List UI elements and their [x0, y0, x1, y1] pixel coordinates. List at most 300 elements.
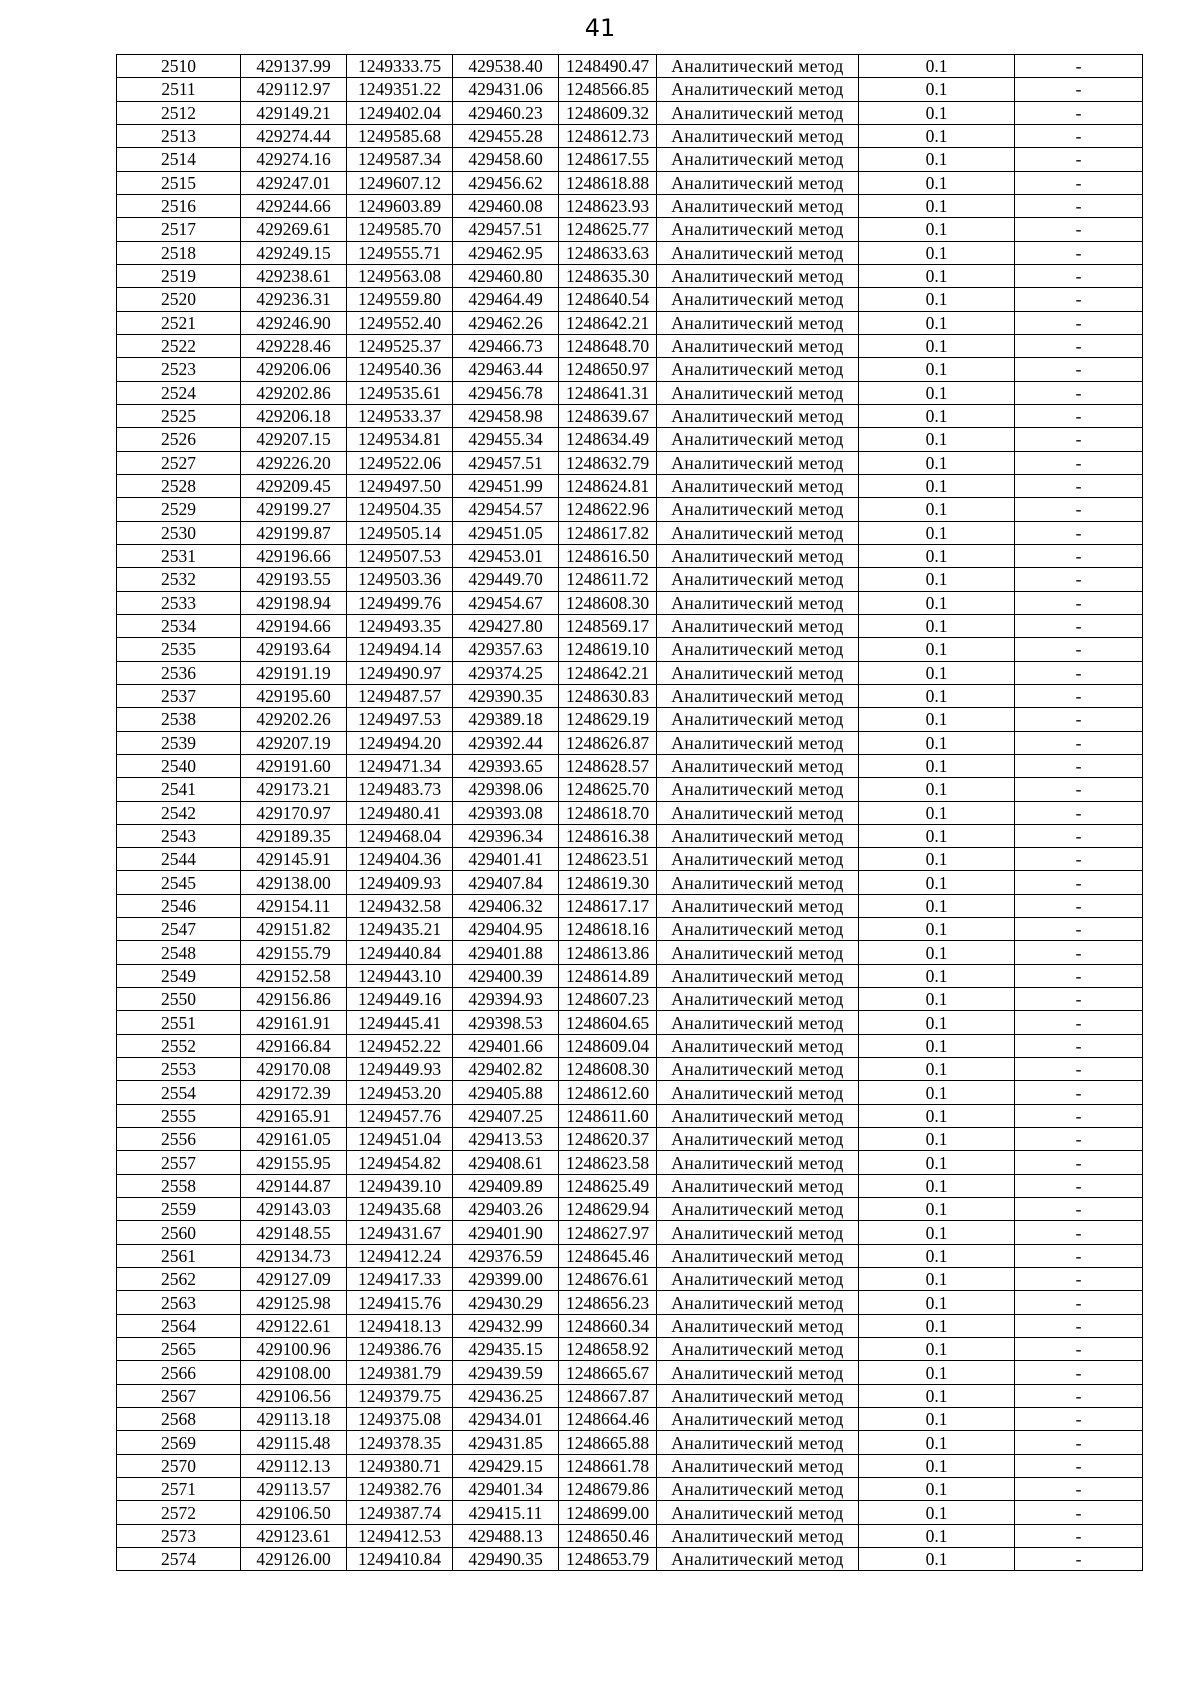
y1-cell: 1249380.71: [347, 1454, 453, 1477]
method-cell: Аналитический метод: [657, 941, 859, 964]
x1-cell: 429144.87: [241, 1174, 347, 1197]
accuracy-cell: 0.1: [859, 171, 1015, 194]
y2-cell: 1248607.23: [559, 988, 657, 1011]
accuracy-cell: 0.1: [859, 451, 1015, 474]
point-number-cell: 2571: [117, 1478, 241, 1501]
x2-cell: 429374.25: [453, 661, 559, 684]
y2-cell: 1248622.96: [559, 498, 657, 521]
x1-cell: 429156.86: [241, 988, 347, 1011]
method-cell: Аналитический метод: [657, 848, 859, 871]
table-row: [117, 1431, 1143, 1454]
x1-cell: 429112.97: [241, 78, 347, 101]
method-cell: Аналитический метод: [657, 684, 859, 707]
y1-cell: 1249483.73: [347, 778, 453, 801]
y1-cell: 1249540.36: [347, 358, 453, 381]
x1-cell: 429228.46: [241, 334, 347, 357]
point-number-cell: 2517: [117, 218, 241, 241]
note-cell: -: [1015, 918, 1143, 941]
y1-cell: 1249412.53: [347, 1524, 453, 1547]
accuracy-cell: 0.1: [859, 778, 1015, 801]
y2-cell: 1248620.37: [559, 1128, 657, 1151]
x2-cell: 429413.53: [453, 1128, 559, 1151]
table-row: [117, 1081, 1143, 1104]
table-row: [117, 1478, 1143, 1501]
x2-cell: 429390.35: [453, 684, 559, 707]
point-number-cell: 2540: [117, 754, 241, 777]
y1-cell: 1249431.67: [347, 1221, 453, 1244]
x2-cell: 429357.63: [453, 638, 559, 661]
x2-cell: 429439.59: [453, 1361, 559, 1384]
note-cell: -: [1015, 334, 1143, 357]
y2-cell: 1248630.83: [559, 684, 657, 707]
y1-cell: 1249453.20: [347, 1081, 453, 1104]
x1-cell: 429112.13: [241, 1454, 347, 1477]
table-row: [117, 778, 1143, 801]
accuracy-cell: 0.1: [859, 848, 1015, 871]
x2-cell: 429398.53: [453, 1011, 559, 1034]
y1-cell: 1249378.35: [347, 1431, 453, 1454]
note-cell: -: [1015, 124, 1143, 147]
method-cell: Аналитический метод: [657, 1361, 859, 1384]
method-cell: Аналитический метод: [657, 988, 859, 1011]
y1-cell: 1249379.75: [347, 1384, 453, 1407]
method-cell: Аналитический метод: [657, 1034, 859, 1057]
note-cell: -: [1015, 101, 1143, 124]
point-number-cell: 2550: [117, 988, 241, 1011]
method-cell: Аналитический метод: [657, 1128, 859, 1151]
x1-cell: 429123.61: [241, 1524, 347, 1547]
table-row: [117, 848, 1143, 871]
y2-cell: 1248641.31: [559, 381, 657, 404]
y2-cell: 1248626.87: [559, 731, 657, 754]
point-number-cell: 2545: [117, 871, 241, 894]
x1-cell: 429149.21: [241, 101, 347, 124]
point-number-cell: 2542: [117, 801, 241, 824]
x2-cell: 429401.88: [453, 941, 559, 964]
y1-cell: 1249457.76: [347, 1104, 453, 1127]
note-cell: -: [1015, 708, 1143, 731]
point-number-cell: 2510: [117, 55, 241, 78]
y2-cell: 1248665.88: [559, 1431, 657, 1454]
table-row: [117, 101, 1143, 124]
accuracy-cell: 0.1: [859, 1081, 1015, 1104]
note-cell: -: [1015, 428, 1143, 451]
x1-cell: 429138.00: [241, 871, 347, 894]
point-number-cell: 2565: [117, 1338, 241, 1361]
y2-cell: 1248614.89: [559, 964, 657, 987]
point-number-cell: 2535: [117, 638, 241, 661]
point-number-cell: 2538: [117, 708, 241, 731]
accuracy-cell: 0.1: [859, 1384, 1015, 1407]
y1-cell: 1249404.36: [347, 848, 453, 871]
y1-cell: 1249387.74: [347, 1501, 453, 1524]
x2-cell: 429394.93: [453, 988, 559, 1011]
accuracy-cell: 0.1: [859, 381, 1015, 404]
y1-cell: 1249505.14: [347, 521, 453, 544]
x2-cell: 429463.44: [453, 358, 559, 381]
y2-cell: 1248640.54: [559, 288, 657, 311]
y2-cell: 1248628.57: [559, 754, 657, 777]
table-row: [117, 358, 1143, 381]
x1-cell: 429127.09: [241, 1268, 347, 1291]
x2-cell: 429389.18: [453, 708, 559, 731]
accuracy-cell: 0.1: [859, 1174, 1015, 1197]
note-cell: -: [1015, 474, 1143, 497]
method-cell: Аналитический метод: [657, 498, 859, 521]
x1-cell: 429189.35: [241, 824, 347, 847]
y2-cell: 1248625.70: [559, 778, 657, 801]
coordinates-table-body: [117, 55, 1143, 1571]
accuracy-cell: 0.1: [859, 1524, 1015, 1547]
method-cell: Аналитический метод: [657, 404, 859, 427]
y2-cell: 1248617.17: [559, 894, 657, 917]
accuracy-cell: 0.1: [859, 964, 1015, 987]
accuracy-cell: 0.1: [859, 1104, 1015, 1127]
table-row: [117, 1011, 1143, 1034]
y1-cell: 1249452.22: [347, 1034, 453, 1057]
accuracy-cell: 0.1: [859, 1361, 1015, 1384]
y2-cell: 1248623.51: [559, 848, 657, 871]
accuracy-cell: 0.1: [859, 311, 1015, 334]
point-number-cell: 2552: [117, 1034, 241, 1057]
x2-cell: 429393.08: [453, 801, 559, 824]
x2-cell: 429393.65: [453, 754, 559, 777]
note-cell: -: [1015, 1058, 1143, 1081]
y2-cell: 1248612.73: [559, 124, 657, 147]
table-row: [117, 1408, 1143, 1431]
table-row: [117, 1548, 1143, 1571]
accuracy-cell: 0.1: [859, 684, 1015, 707]
point-number-cell: 2514: [117, 148, 241, 171]
x2-cell: 429453.01: [453, 544, 559, 567]
y1-cell: 1249440.84: [347, 941, 453, 964]
accuracy-cell: 0.1: [859, 474, 1015, 497]
method-cell: Аналитический метод: [657, 731, 859, 754]
accuracy-cell: 0.1: [859, 124, 1015, 147]
y2-cell: 1248490.47: [559, 55, 657, 78]
note-cell: -: [1015, 1431, 1143, 1454]
x1-cell: 429106.50: [241, 1501, 347, 1524]
y2-cell: 1248627.97: [559, 1221, 657, 1244]
table-row: [117, 288, 1143, 311]
table-row: [117, 988, 1143, 1011]
accuracy-cell: 0.1: [859, 918, 1015, 941]
point-number-cell: 2563: [117, 1291, 241, 1314]
point-number-cell: 2554: [117, 1081, 241, 1104]
table-row: [117, 311, 1143, 334]
accuracy-cell: 0.1: [859, 754, 1015, 777]
table-row: [117, 264, 1143, 287]
method-cell: Аналитический метод: [657, 1338, 859, 1361]
y1-cell: 1249381.79: [347, 1361, 453, 1384]
x1-cell: 429198.94: [241, 591, 347, 614]
table-row: [117, 568, 1143, 591]
x1-cell: 429115.48: [241, 1431, 347, 1454]
accuracy-cell: 0.1: [859, 1548, 1015, 1571]
point-number-cell: 2548: [117, 941, 241, 964]
note-cell: -: [1015, 544, 1143, 567]
table-row: [117, 801, 1143, 824]
table-row: [117, 754, 1143, 777]
note-cell: -: [1015, 1384, 1143, 1407]
y1-cell: 1249402.04: [347, 101, 453, 124]
note-cell: -: [1015, 824, 1143, 847]
method-cell: Аналитический метод: [657, 568, 859, 591]
x1-cell: 429193.55: [241, 568, 347, 591]
x2-cell: 429408.61: [453, 1151, 559, 1174]
method-cell: Аналитический метод: [657, 218, 859, 241]
method-cell: Аналитический метод: [657, 428, 859, 451]
y1-cell: 1249435.68: [347, 1198, 453, 1221]
table-row: [117, 78, 1143, 101]
x1-cell: 429172.39: [241, 1081, 347, 1104]
y1-cell: 1249412.24: [347, 1244, 453, 1267]
point-number-cell: 2555: [117, 1104, 241, 1127]
x1-cell: 429170.08: [241, 1058, 347, 1081]
y1-cell: 1249487.57: [347, 684, 453, 707]
y1-cell: 1249522.06: [347, 451, 453, 474]
x1-cell: 429155.95: [241, 1151, 347, 1174]
note-cell: -: [1015, 264, 1143, 287]
method-cell: Аналитический метод: [657, 474, 859, 497]
note-cell: -: [1015, 988, 1143, 1011]
point-number-cell: 2549: [117, 964, 241, 987]
y2-cell: 1248639.67: [559, 404, 657, 427]
point-number-cell: 2528: [117, 474, 241, 497]
point-number-cell: 2536: [117, 661, 241, 684]
accuracy-cell: 0.1: [859, 591, 1015, 614]
method-cell: Аналитический метод: [657, 544, 859, 567]
x1-cell: 429170.97: [241, 801, 347, 824]
point-number-cell: 2551: [117, 1011, 241, 1034]
x2-cell: 429427.80: [453, 614, 559, 637]
method-cell: Аналитический метод: [657, 1408, 859, 1431]
note-cell: -: [1015, 941, 1143, 964]
y1-cell: 1249410.84: [347, 1548, 453, 1571]
y2-cell: 1248618.88: [559, 171, 657, 194]
note-cell: -: [1015, 731, 1143, 754]
accuracy-cell: 0.1: [859, 1268, 1015, 1291]
point-number-cell: 2566: [117, 1361, 241, 1384]
x2-cell: 429490.35: [453, 1548, 559, 1571]
x1-cell: 429207.15: [241, 428, 347, 451]
table-row: [117, 55, 1143, 78]
note-cell: -: [1015, 568, 1143, 591]
y2-cell: 1248661.78: [559, 1454, 657, 1477]
y1-cell: 1249494.14: [347, 638, 453, 661]
y1-cell: 1249585.70: [347, 218, 453, 241]
y2-cell: 1248609.32: [559, 101, 657, 124]
accuracy-cell: 0.1: [859, 1128, 1015, 1151]
x2-cell: 429456.78: [453, 381, 559, 404]
note-cell: -: [1015, 55, 1143, 78]
method-cell: Аналитический метод: [657, 1314, 859, 1337]
method-cell: Аналитический метод: [657, 288, 859, 311]
y1-cell: 1249525.37: [347, 334, 453, 357]
y2-cell: 1248667.87: [559, 1384, 657, 1407]
x2-cell: 429415.11: [453, 1501, 559, 1524]
point-number-cell: 2558: [117, 1174, 241, 1197]
y2-cell: 1248608.30: [559, 591, 657, 614]
x2-cell: 429454.67: [453, 591, 559, 614]
x2-cell: 429404.95: [453, 918, 559, 941]
accuracy-cell: 0.1: [859, 1198, 1015, 1221]
x1-cell: 429244.66: [241, 194, 347, 217]
x1-cell: 429151.82: [241, 918, 347, 941]
y2-cell: 1248629.19: [559, 708, 657, 731]
y1-cell: 1249497.53: [347, 708, 453, 731]
method-cell: Аналитический метод: [657, 311, 859, 334]
x1-cell: 429206.06: [241, 358, 347, 381]
note-cell: -: [1015, 1011, 1143, 1034]
point-number-cell: 2572: [117, 1501, 241, 1524]
accuracy-cell: 0.1: [859, 288, 1015, 311]
table-row: [117, 1361, 1143, 1384]
method-cell: Аналитический метод: [657, 918, 859, 941]
y1-cell: 1249435.21: [347, 918, 453, 941]
y2-cell: 1248658.92: [559, 1338, 657, 1361]
y2-cell: 1248665.67: [559, 1361, 657, 1384]
table-row: [117, 1338, 1143, 1361]
point-number-cell: 2523: [117, 358, 241, 381]
note-cell: -: [1015, 218, 1143, 241]
note-cell: -: [1015, 1151, 1143, 1174]
note-cell: -: [1015, 311, 1143, 334]
x1-cell: 429191.60: [241, 754, 347, 777]
point-number-cell: 2553: [117, 1058, 241, 1081]
note-cell: -: [1015, 171, 1143, 194]
table-row: [117, 404, 1143, 427]
accuracy-cell: 0.1: [859, 614, 1015, 637]
method-cell: Аналитический метод: [657, 334, 859, 357]
point-number-cell: 2534: [117, 614, 241, 637]
x2-cell: 429488.13: [453, 1524, 559, 1547]
accuracy-cell: 0.1: [859, 1244, 1015, 1267]
point-number-cell: 2573: [117, 1524, 241, 1547]
y1-cell: 1249499.76: [347, 591, 453, 614]
note-cell: -: [1015, 1478, 1143, 1501]
y2-cell: 1248642.21: [559, 311, 657, 334]
table-row: [117, 1174, 1143, 1197]
point-number-cell: 2539: [117, 731, 241, 754]
accuracy-cell: 0.1: [859, 241, 1015, 264]
x2-cell: 429449.70: [453, 568, 559, 591]
y2-cell: 1248653.79: [559, 1548, 657, 1571]
accuracy-cell: 0.1: [859, 428, 1015, 451]
point-number-cell: 2526: [117, 428, 241, 451]
x1-cell: 429247.01: [241, 171, 347, 194]
y1-cell: 1249533.37: [347, 404, 453, 427]
y2-cell: 1248608.30: [559, 1058, 657, 1081]
y2-cell: 1248616.38: [559, 824, 657, 847]
x2-cell: 429401.34: [453, 1478, 559, 1501]
accuracy-cell: 0.1: [859, 871, 1015, 894]
table-row: [117, 241, 1143, 264]
accuracy-cell: 0.1: [859, 1338, 1015, 1361]
y1-cell: 1249471.34: [347, 754, 453, 777]
point-number-cell: 2521: [117, 311, 241, 334]
note-cell: -: [1015, 498, 1143, 521]
note-cell: -: [1015, 1174, 1143, 1197]
y1-cell: 1249559.80: [347, 288, 453, 311]
method-cell: Аналитический метод: [657, 1174, 859, 1197]
y2-cell: 1248660.34: [559, 1314, 657, 1337]
table-row: [117, 1244, 1143, 1267]
y1-cell: 1249443.10: [347, 964, 453, 987]
point-number-cell: 2527: [117, 451, 241, 474]
table-row: [117, 124, 1143, 147]
point-number-cell: 2564: [117, 1314, 241, 1337]
note-cell: -: [1015, 848, 1143, 871]
note-cell: -: [1015, 1244, 1143, 1267]
method-cell: Аналитический метод: [657, 521, 859, 544]
y1-cell: 1249497.50: [347, 474, 453, 497]
table-row: [117, 1221, 1143, 1244]
point-number-cell: 2531: [117, 544, 241, 567]
x1-cell: 429238.61: [241, 264, 347, 287]
accuracy-cell: 0.1: [859, 498, 1015, 521]
y2-cell: 1248618.70: [559, 801, 657, 824]
note-cell: -: [1015, 381, 1143, 404]
note-cell: -: [1015, 1338, 1143, 1361]
x2-cell: 429466.73: [453, 334, 559, 357]
point-number-cell: 2512: [117, 101, 241, 124]
y1-cell: 1249490.97: [347, 661, 453, 684]
method-cell: Аналитический метод: [657, 1058, 859, 1081]
y1-cell: 1249493.35: [347, 614, 453, 637]
method-cell: Аналитический метод: [657, 894, 859, 917]
x2-cell: 429460.23: [453, 101, 559, 124]
y2-cell: 1248633.63: [559, 241, 657, 264]
accuracy-cell: 0.1: [859, 708, 1015, 731]
accuracy-cell: 0.1: [859, 941, 1015, 964]
note-cell: -: [1015, 1501, 1143, 1524]
y2-cell: 1248625.77: [559, 218, 657, 241]
y1-cell: 1249535.61: [347, 381, 453, 404]
note-cell: -: [1015, 241, 1143, 264]
point-number-cell: 2541: [117, 778, 241, 801]
table-row: [117, 661, 1143, 684]
y1-cell: 1249333.75: [347, 55, 453, 78]
y1-cell: 1249480.41: [347, 801, 453, 824]
x1-cell: 429199.27: [241, 498, 347, 521]
table-row: [117, 708, 1143, 731]
y2-cell: 1248623.93: [559, 194, 657, 217]
point-number-cell: 2529: [117, 498, 241, 521]
table-row: [117, 894, 1143, 917]
y2-cell: 1248634.49: [559, 428, 657, 451]
x1-cell: 429191.19: [241, 661, 347, 684]
table-row: [117, 1314, 1143, 1337]
y2-cell: 1248642.21: [559, 661, 657, 684]
table-row: [117, 544, 1143, 567]
x2-cell: 429458.60: [453, 148, 559, 171]
method-cell: Аналитический метод: [657, 778, 859, 801]
accuracy-cell: 0.1: [859, 55, 1015, 78]
note-cell: -: [1015, 591, 1143, 614]
y2-cell: 1248619.10: [559, 638, 657, 661]
method-cell: Аналитический метод: [657, 1291, 859, 1314]
x2-cell: 429462.95: [453, 241, 559, 264]
x1-cell: 429161.05: [241, 1128, 347, 1151]
accuracy-cell: 0.1: [859, 638, 1015, 661]
x2-cell: 429538.40: [453, 55, 559, 78]
y1-cell: 1249418.13: [347, 1314, 453, 1337]
x1-cell: 429137.99: [241, 55, 347, 78]
y1-cell: 1249552.40: [347, 311, 453, 334]
x1-cell: 429193.64: [241, 638, 347, 661]
x2-cell: 429406.32: [453, 894, 559, 917]
